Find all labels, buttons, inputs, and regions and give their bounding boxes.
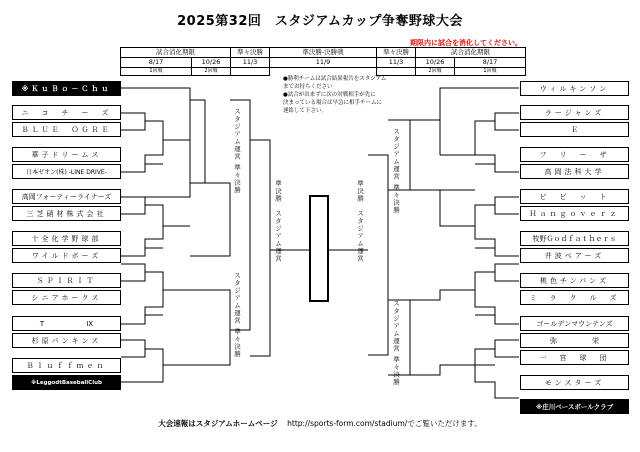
team-left-5: 日本ゼオン(株) -LINE DRIVE- xyxy=(12,164,121,179)
team-left-15: ※LeggodtBaseballClub xyxy=(12,375,121,390)
date-round1-right: 8/17 xyxy=(455,58,526,68)
team-right-15: モンスターズ xyxy=(520,375,629,390)
footer xyxy=(0,418,640,429)
team-right-10: 桃色チンパンズ xyxy=(520,273,629,288)
deadline-notice: 期限内に試合を消化してください。 xyxy=(410,39,522,47)
team-left-9: ワイルドボーズ xyxy=(12,248,121,263)
date-qf-right: 11/3 xyxy=(377,58,416,68)
team-right-9: 井波ベアーズ xyxy=(520,248,629,263)
team-left-7: 三芝硝材株式会社 xyxy=(12,206,121,221)
note-line: ●試合が出来ずに次の対戦相手が先に xyxy=(283,92,376,98)
team-right-2: ラージャンズ xyxy=(520,105,629,120)
page-title: 2025第32回 スタジアムカップ争奪野球大会 xyxy=(177,14,463,29)
date-round1-left: 8/17 xyxy=(121,58,192,68)
team-left-8: 十全化学野球部 xyxy=(12,231,121,246)
footer-label: 大会速報はスタジアムホームページ xyxy=(158,419,278,428)
sf-final-header: 準決勝-決勝戦 xyxy=(270,48,377,58)
team-left-13: 杉原パンキンス xyxy=(12,333,121,348)
team-right-11: ミ ラ ク ル ズ xyxy=(520,290,629,305)
team-left-12: T IX xyxy=(12,316,121,331)
sf-label-left: 準決勝 スタジアム運営 xyxy=(274,180,282,263)
sf-label-right: 準決勝 スタジアム運営 xyxy=(356,180,364,263)
team-left-10: ＳＰＩＲＩＴ xyxy=(12,273,121,288)
deadline-header-right: 試合消化期限 xyxy=(416,48,526,58)
rules-note xyxy=(283,75,413,115)
qf-header-left: 準々決勝 xyxy=(231,48,270,58)
round-label-2-left: 2回戦 xyxy=(192,68,231,76)
team-right-16: ※庄川ベースボールクラブ xyxy=(520,399,629,414)
team-right-6: ビ ビ ッ ト xyxy=(520,189,629,204)
note-line: 連絡して下さい。 xyxy=(283,108,328,114)
team-right-1: ウィルキンソン xyxy=(520,81,629,96)
deadline-header-left: 試合消化期限 xyxy=(121,48,231,58)
team-right-12: ゴールデンマウンテンズ xyxy=(520,316,629,331)
qf-label-right-bottom: スタジアム運営 準々決勝 xyxy=(392,300,400,386)
team-right-7: Ｈａｎｇｏｖｅｒｚ xyxy=(520,206,629,221)
qf-header-right: 準々決勝 xyxy=(377,48,416,58)
team-left-11: シニアホークス xyxy=(12,290,121,305)
date-round2-right: 10/26 xyxy=(416,58,455,68)
team-right-13: 弥 栄 xyxy=(520,333,629,348)
team-left-6: 高岡フォーティーライナーズ xyxy=(12,189,121,204)
round-label-1-left: 1回戦 xyxy=(121,68,192,76)
round-label-1-right: 1回戦 xyxy=(455,68,526,76)
team-left-2: ニ コ チ ー ズ xyxy=(12,105,121,120)
team-left-3: ＢＬＵＥ ＯＧＲＥ xyxy=(12,122,121,137)
qf-label-left-bottom: スタジアム運営 準々決勝 xyxy=(233,272,241,358)
note-line: ●勝利チームは試合結果報告をスタジアム xyxy=(283,76,387,82)
note-line: 決まっている場合は早急に相手チームに xyxy=(283,100,383,106)
date-sf-final: 11/9 xyxy=(270,58,377,68)
team-right-3: Ｅ xyxy=(520,122,629,137)
team-right-14: 一 宮 球 団 xyxy=(520,350,629,365)
footer-link[interactable]: http://sports-form.com/stadium/でご覧いただけます。 xyxy=(287,419,482,428)
qf-label-right-top: スタジアム運営 準々決勝 xyxy=(392,128,400,214)
qf-label-left-top: スタジアム運営 準々決勝 xyxy=(233,108,241,194)
note-line: までお持ちください xyxy=(283,84,333,90)
round-label-2-right: 2回戦 xyxy=(416,68,455,76)
team-left-1: ※ＫｕＢｏ－Ｃｈｕ xyxy=(12,81,121,96)
team-left-4: 華子ドリームス xyxy=(12,147,121,162)
date-round2-left: 10/26 xyxy=(192,58,231,68)
team-right-8: 牧野Ｇｏｄｆａｔｈｅｒｓ xyxy=(520,231,629,246)
team-left-14: Ｂｌｕｆｆｍｅｎ xyxy=(12,358,121,373)
team-right-4: フ リ ー ザ xyxy=(520,147,629,162)
date-qf-left: 11/3 xyxy=(231,58,270,68)
team-right-5: 高岡法科大学 xyxy=(520,164,629,179)
